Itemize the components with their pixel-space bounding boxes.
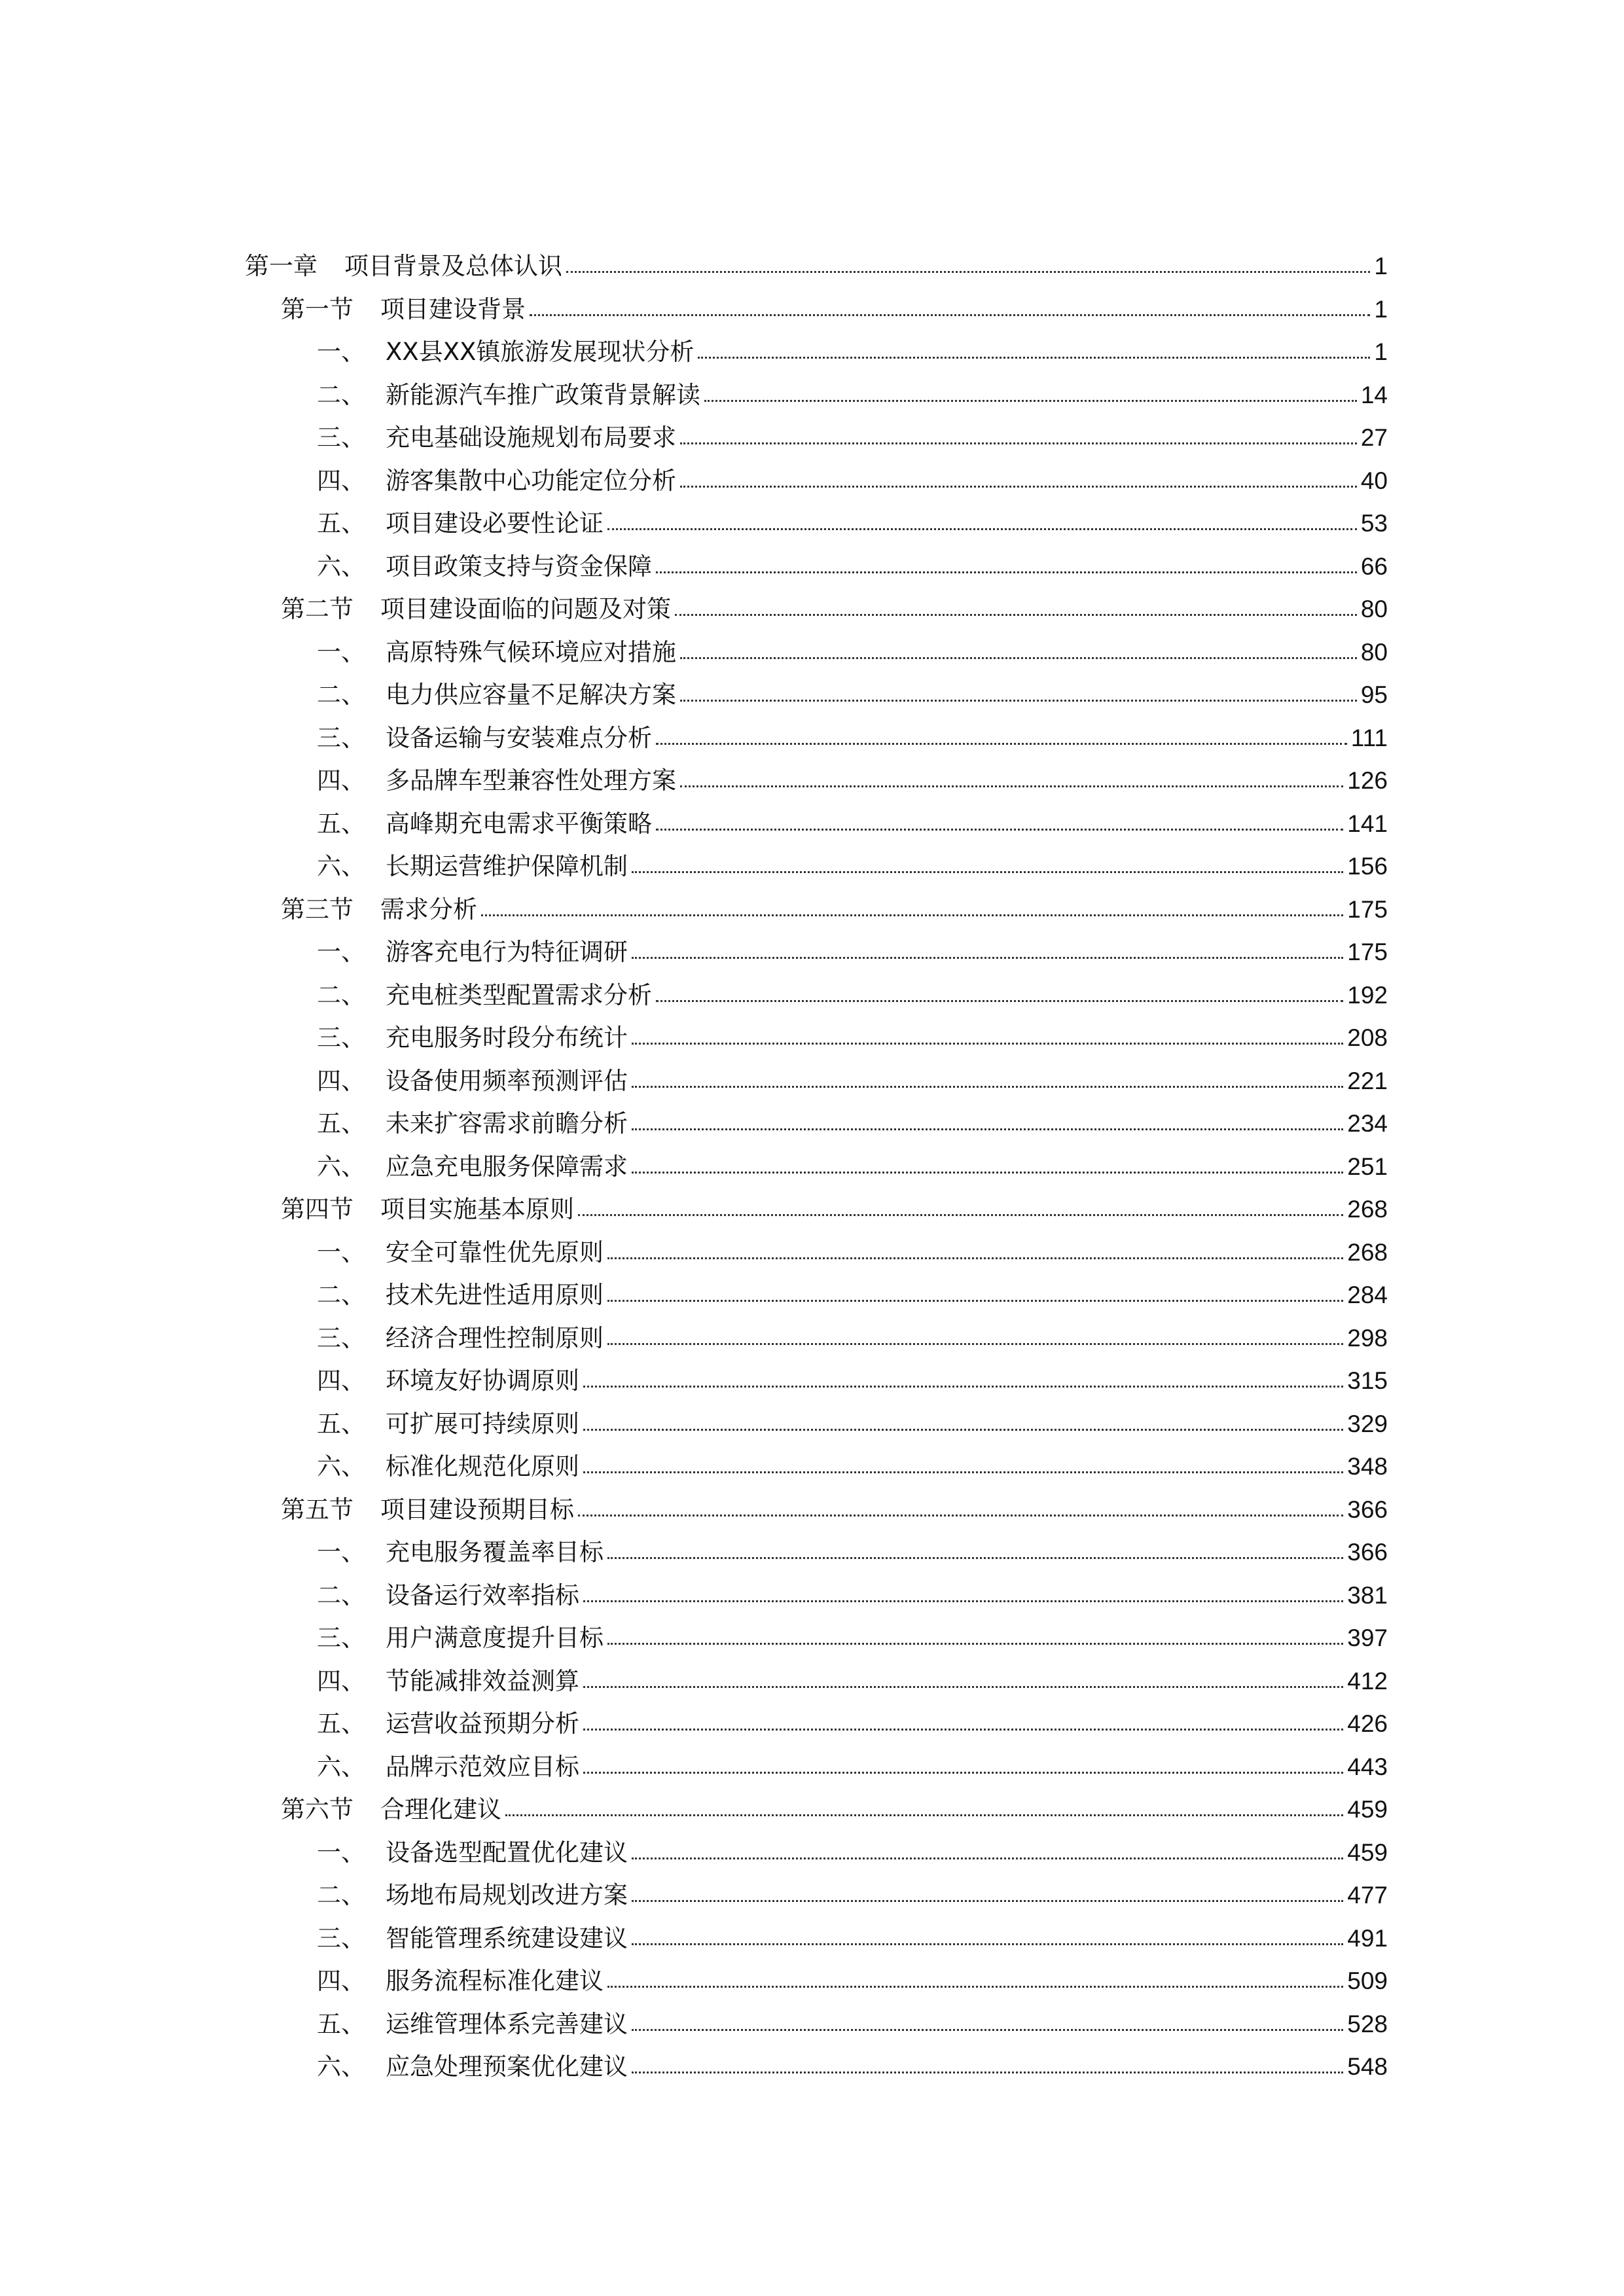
toc-entry-number: 六、 [317, 1152, 365, 1181]
toc-entry-item[interactable] [245, 845, 1388, 888]
toc-entry-title: 游客集散中心功能定位分析 [386, 466, 676, 495]
dot-leader [632, 1145, 1343, 1174]
toc-entry-number: 六、 [317, 552, 365, 581]
toc-entry-page-number: 80 [1360, 638, 1388, 666]
toc-entry-title: 技术先进性适用原则 [386, 1281, 604, 1310]
dot-leader [607, 1274, 1343, 1302]
dot-leader [632, 1102, 1343, 1130]
toc-entry-number: 五、 [317, 1409, 365, 1438]
toc-entry-number: 一、 [317, 1538, 365, 1567]
toc-entry-number: 第四节 [281, 1195, 353, 1224]
toc-entry-item[interactable] [245, 974, 1388, 1017]
toc-entry-number: 二、 [317, 1881, 365, 1910]
toc-entry-item[interactable] [245, 1231, 1388, 1274]
toc-entry-item[interactable] [245, 1746, 1388, 1789]
toc-entry-title: 电力供应容量不足解决方案 [386, 681, 676, 709]
toc-entry-page-number: 366 [1347, 1539, 1388, 1566]
toc-entry-number: 一、 [317, 338, 365, 367]
toc-entry-page-number: 397 [1347, 1624, 1388, 1652]
toc-entry-number: 第五节 [281, 1495, 353, 1524]
toc-entry-item[interactable] [245, 1960, 1388, 2003]
toc-entry-page-number: 95 [1360, 681, 1388, 709]
toc-entry-page-number: 66 [1360, 552, 1388, 580]
toc-entry-page-number: 348 [1347, 1453, 1388, 1480]
toc-entry-page-number: 1 [1374, 253, 1388, 280]
toc-entry-number: 五、 [317, 1710, 365, 1738]
table-of-contents [245, 245, 1388, 2089]
toc-entry-page-number: 491 [1347, 1924, 1388, 1952]
toc-entry-number: 五、 [317, 1109, 365, 1138]
toc-entry-title: 标准化规范化原则 [386, 1452, 579, 1481]
dot-leader [505, 1788, 1343, 1816]
toc-entry-number: 二、 [317, 980, 365, 1009]
toc-entry-title: 运营收益预期分析 [386, 1710, 579, 1738]
toc-entry-page-number: 459 [1347, 1839, 1388, 1866]
toc-entry-title: 充电基础设施规划布局要求 [386, 423, 676, 452]
toc-entry-title: 设备运行效率指标 [386, 1581, 579, 1609]
toc-entry-title: 运维管理体系完善建议 [386, 2009, 628, 2038]
toc-entry-number: 六、 [317, 852, 365, 881]
dot-leader [583, 1359, 1343, 1388]
toc-entry-page-number: 141 [1347, 810, 1388, 837]
toc-entry-number: 四、 [317, 1367, 365, 1395]
toc-entry-section[interactable] [245, 1188, 1388, 1231]
toc-entry-number: 六、 [317, 2053, 365, 2081]
toc-entry-title: 充电服务时段分布统计 [386, 1024, 628, 1052]
dot-leader [632, 1917, 1343, 1945]
dot-leader [632, 2003, 1343, 2031]
toc-entry-number: 四、 [317, 766, 365, 795]
dot-leader [578, 1488, 1343, 1516]
toc-entry-page-number: 156 [1347, 853, 1388, 880]
toc-entry-title: 项目政策支持与资金保障 [386, 552, 652, 581]
toc-entry-number: 三、 [317, 423, 365, 452]
toc-entry-section[interactable] [245, 588, 1388, 631]
toc-entry-item[interactable] [245, 502, 1388, 545]
toc-entry-section[interactable] [245, 1788, 1388, 1831]
toc-entry-title: 充电服务覆盖率目标 [386, 1538, 604, 1567]
toc-entry-number: 三、 [317, 1323, 365, 1352]
toc-entry-item[interactable] [245, 1445, 1388, 1488]
dot-leader [583, 1403, 1343, 1431]
toc-entry-page-number: 192 [1347, 981, 1388, 1009]
dot-leader [583, 1702, 1343, 1731]
toc-entry-page-number: 234 [1347, 1110, 1388, 1138]
toc-entry-number: 四、 [317, 1967, 365, 1996]
toc-entry-title: 项目实施基本原则 [380, 1195, 574, 1224]
toc-entry-section[interactable] [245, 1488, 1388, 1532]
toc-entry-number: 六、 [317, 1452, 365, 1481]
dot-leader [632, 1831, 1343, 1859]
toc-entry-page-number: 27 [1360, 424, 1388, 452]
toc-entry-number: 第二节 [281, 595, 353, 624]
toc-entry-number: 第一节 [281, 295, 353, 323]
toc-entry-section[interactable] [245, 288, 1388, 331]
dot-leader [680, 673, 1357, 702]
toc-entry-page-number: 1 [1374, 295, 1388, 323]
toc-entry-number: 三、 [317, 723, 365, 752]
toc-entry-item[interactable] [245, 1317, 1388, 1360]
dot-leader [632, 1874, 1343, 1902]
toc-entry-item[interactable] [245, 1102, 1388, 1145]
toc-entry-number: 一、 [317, 938, 365, 967]
dot-leader [583, 1445, 1343, 1473]
toc-entry-page-number: 208 [1347, 1024, 1388, 1052]
toc-entry-page-number: 175 [1347, 895, 1388, 923]
toc-entry-title: 新能源汽车推广政策背景解读 [386, 380, 700, 409]
toc-entry-item[interactable] [245, 1702, 1388, 1746]
toc-entry-title: 可扩展可持续原则 [386, 1409, 579, 1438]
toc-entry-item[interactable] [245, 1831, 1388, 1874]
toc-entry-title: 设备使用频率预测评估 [386, 1066, 628, 1095]
dot-leader [578, 1188, 1343, 1216]
toc-entry-title: 应急处理预案优化建议 [386, 2053, 628, 2081]
toc-entry-item[interactable] [245, 1403, 1388, 1446]
toc-entry-page-number: 268 [1347, 1238, 1388, 1266]
toc-entry-page-number: 221 [1347, 1067, 1388, 1094]
toc-entry-chapter[interactable] [245, 245, 1388, 288]
toc-entry-item[interactable] [245, 1060, 1388, 1103]
toc-entry-number: 一、 [317, 1238, 365, 1266]
toc-entry-page-number: 528 [1347, 2010, 1388, 2037]
toc-entry-number: 五、 [317, 2009, 365, 2038]
toc-entry-number: 二、 [317, 681, 365, 709]
dot-leader [680, 631, 1357, 659]
toc-entry-item[interactable] [245, 1917, 1388, 1960]
toc-entry-page-number: 298 [1347, 1324, 1388, 1352]
dot-leader [680, 759, 1343, 787]
toc-entry-page-number: 53 [1360, 510, 1388, 537]
toc-entry-title: 长期运营维护保障机制 [386, 852, 628, 881]
toc-entry-page-number: 175 [1347, 939, 1388, 966]
toc-entry-title: 项目背景及总体认识 [344, 252, 562, 281]
toc-entry-number: 四、 [317, 1066, 365, 1095]
dot-leader [632, 2045, 1343, 2073]
toc-entry-title: 项目建设预期目标 [380, 1495, 574, 1524]
dot-leader [632, 1060, 1343, 1088]
toc-entry-item[interactable] [245, 802, 1388, 846]
toc-entry-item[interactable] [245, 1016, 1388, 1060]
toc-entry-number: 二、 [317, 1581, 365, 1609]
toc-entry-title: 设备运输与安装难点分析 [386, 723, 652, 752]
toc-entry-page-number: 329 [1347, 1410, 1388, 1437]
toc-entry-title: 设备选型配置优化建议 [386, 1838, 628, 1867]
toc-entry-item[interactable] [245, 2045, 1388, 2089]
toc-entry-item[interactable] [245, 1660, 1388, 1703]
toc-entry-title: 未来扩容需求前瞻分析 [386, 1109, 628, 1138]
toc-entry-number: 一、 [317, 1838, 365, 1867]
toc-entry-item[interactable] [245, 759, 1388, 802]
toc-entry-title: XX县XX镇旅游发展现状分析 [386, 338, 695, 367]
toc-entry-page-number: 412 [1347, 1667, 1388, 1695]
toc-entry-page-number: 381 [1347, 1581, 1388, 1609]
dot-leader [656, 717, 1347, 745]
toc-entry-title: 多品牌车型兼容性处理方案 [386, 766, 676, 795]
toc-entry-title: 经济合理性控制原则 [386, 1323, 604, 1352]
dot-leader [607, 1617, 1343, 1645]
toc-entry-number: 三、 [317, 1024, 365, 1052]
toc-entry-title: 游客充电行为特征调研 [386, 938, 628, 967]
dot-leader [607, 1531, 1343, 1559]
toc-entry-title: 充电桩类型配置需求分析 [386, 980, 652, 1009]
toc-entry-number: 四、 [317, 466, 365, 495]
dot-leader [656, 802, 1343, 831]
toc-entry-page-number: 111 [1350, 724, 1388, 751]
dot-leader [583, 1746, 1343, 1774]
toc-entry-number: 四、 [317, 1666, 365, 1695]
dot-leader [583, 1574, 1343, 1602]
toc-entry-number: 二、 [317, 380, 365, 409]
dot-leader [680, 416, 1357, 444]
toc-entry-number: 一、 [317, 637, 365, 666]
dot-leader [607, 1231, 1343, 1259]
dot-leader [656, 974, 1343, 1002]
dot-leader [632, 931, 1343, 959]
toc-entry-item[interactable] [245, 1874, 1388, 1917]
toc-entry-number: 三、 [317, 1924, 365, 1952]
toc-entry-number: 第六节 [281, 1795, 353, 1824]
toc-entry-item[interactable] [245, 1574, 1388, 1617]
dot-leader [530, 288, 1370, 316]
toc-entry-item[interactable] [245, 416, 1388, 459]
toc-entry-title: 项目建设必要性论证 [386, 509, 604, 538]
toc-entry-item[interactable] [245, 931, 1388, 974]
toc-entry-item[interactable] [245, 545, 1388, 588]
toc-entry-title: 高原特殊气候环境应对措施 [386, 637, 676, 666]
toc-entry-page-number: 284 [1347, 1282, 1388, 1309]
toc-entry-page-number: 443 [1347, 1753, 1388, 1780]
toc-entry-page-number: 477 [1347, 1882, 1388, 1909]
toc-entry-page-number: 80 [1360, 596, 1388, 623]
toc-entry-item[interactable] [245, 1145, 1388, 1189]
dot-leader [607, 1960, 1343, 1988]
toc-entry-number: 第三节 [281, 895, 353, 924]
toc-entry-page-number: 509 [1347, 1967, 1388, 1995]
toc-entry-number: 六、 [317, 1752, 365, 1781]
dot-leader [607, 1317, 1343, 1345]
toc-entry-item[interactable] [245, 459, 1388, 503]
toc-entry-item[interactable] [245, 331, 1388, 374]
toc-entry-number: 五、 [317, 509, 365, 538]
toc-entry-page-number: 251 [1347, 1153, 1388, 1180]
toc-entry-page-number: 40 [1360, 467, 1388, 494]
dot-leader [704, 374, 1357, 402]
toc-entry-item[interactable] [245, 631, 1388, 674]
toc-entry-number: 三、 [317, 1624, 365, 1653]
toc-entry-item[interactable] [245, 374, 1388, 417]
toc-entry-title: 需求分析 [380, 895, 477, 924]
toc-entry-item[interactable] [245, 1531, 1388, 1574]
toc-entry-title: 高峰期充电需求平衡策略 [386, 809, 652, 838]
dot-leader [680, 459, 1357, 488]
toc-entry-page-number: 14 [1360, 381, 1388, 408]
dot-leader [566, 245, 1370, 273]
toc-entry-item[interactable] [245, 1359, 1388, 1403]
toc-entry-title: 项目建设面临的问题及对策 [380, 595, 671, 624]
toc-entry-item[interactable] [245, 717, 1388, 760]
toc-entry-page-number: 126 [1347, 767, 1388, 795]
toc-entry-number: 第一章 [245, 252, 317, 281]
toc-entry-title: 合理化建议 [380, 1795, 501, 1824]
toc-entry-title: 应急充电服务保障需求 [386, 1152, 628, 1181]
toc-entry-title: 用户满意度提升目标 [386, 1624, 604, 1653]
toc-entry-title: 项目建设背景 [380, 295, 526, 323]
dot-leader [632, 1016, 1343, 1045]
dot-leader [675, 588, 1357, 616]
toc-entry-title: 品牌示范效应目标 [386, 1752, 579, 1781]
toc-entry-item[interactable] [245, 1274, 1388, 1317]
toc-entry-page-number: 459 [1347, 1796, 1388, 1823]
toc-entry-title: 节能减排效益测算 [386, 1666, 579, 1695]
toc-entry-title: 安全可靠性优先原则 [386, 1238, 604, 1266]
dot-leader [632, 845, 1343, 873]
toc-entry-title: 环境友好协调原则 [386, 1367, 579, 1395]
toc-entry-title: 场地布局规划改进方案 [386, 1881, 628, 1910]
toc-entry-page-number: 426 [1347, 1710, 1388, 1738]
toc-entry-item[interactable] [245, 2003, 1388, 2046]
toc-entry-number: 五、 [317, 809, 365, 838]
toc-entry-page-number: 268 [1347, 1196, 1388, 1223]
dot-leader [583, 1660, 1343, 1688]
toc-entry-page-number: 366 [1347, 1496, 1388, 1523]
toc-entry-title: 服务流程标准化建议 [386, 1967, 604, 1996]
toc-entry-page-number: 315 [1347, 1367, 1388, 1395]
toc-entry-page-number: 1 [1374, 338, 1388, 366]
toc-entry-title: 智能管理系统建设建议 [386, 1924, 628, 1952]
dot-leader [481, 888, 1343, 916]
dot-leader [607, 502, 1357, 530]
toc-entry-number: 二、 [317, 1281, 365, 1310]
toc-entry-item[interactable] [245, 1617, 1388, 1660]
toc-entry-page-number: 548 [1347, 2053, 1388, 2081]
toc-entry-section[interactable] [245, 888, 1388, 931]
dot-leader [698, 331, 1370, 359]
dot-leader [656, 545, 1357, 573]
toc-entry-item[interactable] [245, 673, 1388, 717]
